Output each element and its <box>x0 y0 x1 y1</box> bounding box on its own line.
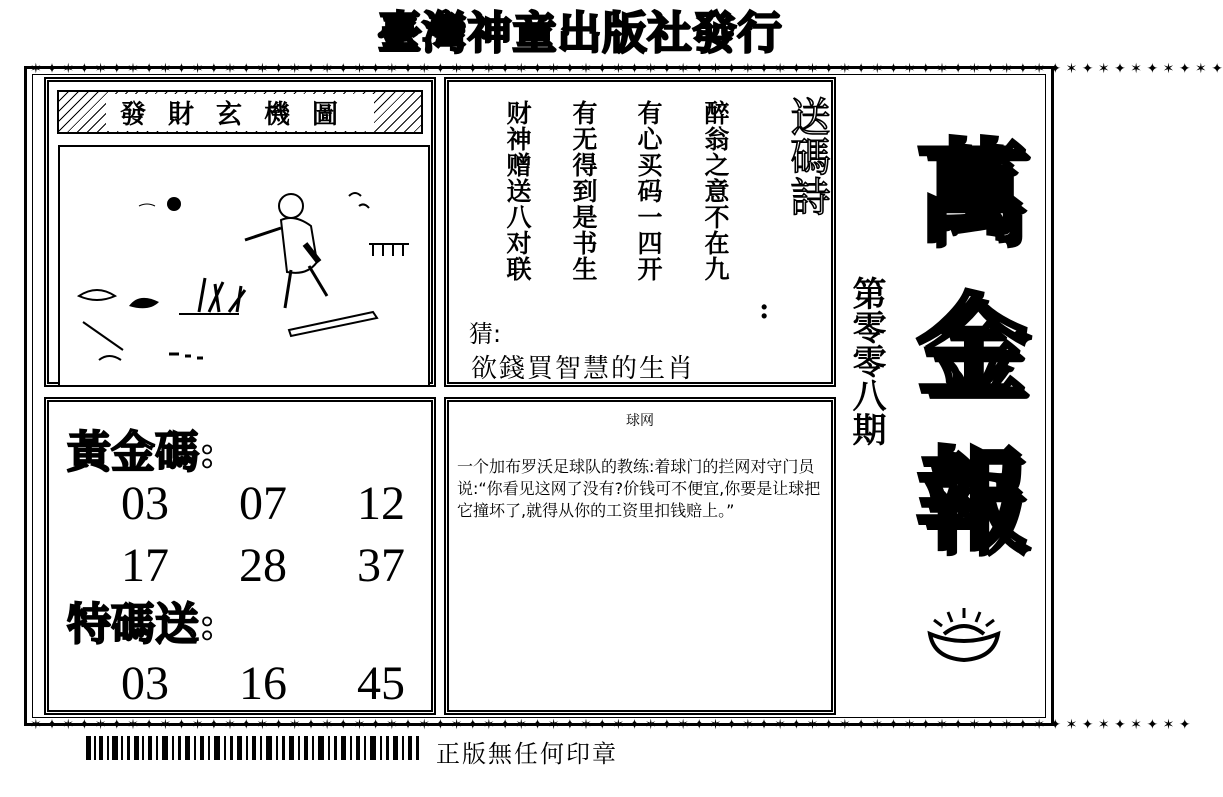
poem-line-4: 财神赠送八对联 <box>503 100 532 282</box>
gold-code-label: 黃金碼: <box>67 427 216 478</box>
special-number: 45 <box>357 657 405 710</box>
barcode <box>86 736 420 760</box>
publisher-title: 臺灣神童出版社發行 <box>377 8 783 59</box>
fortune-illustration <box>59 146 429 386</box>
bottom-star-border: ✶ ✦ ✶ ✦ ✶ ✦ ✶ ✦ ✶ ✦ ✶ ✦ ✶ ✦ ✶ ✦ ✶ ✦ ✶ ✦ ✶ ✦ ✶ ✦ ✶ ✦ ✶ ✦ ✶ ✦ ✶ ✦ ✶ ✦ ✶ ✦ ✶ ✦ ✶ ✦ ✶ ✦ ✶ ✦ ✶ ✦ ✶ ✦ ✶ ✦ ✶ ✦ ✶ ✦ ✶ ✦ ✶ ✦ ✶ ✦ ✶ ✦ ✶ ✦ ✶ ✦ ✶ ✦ ✶ ✦ ✶ ✦ <box>30 717 1191 733</box>
authenticity-note: 正版無任何印章 <box>436 740 618 768</box>
special-number: 16 <box>239 657 287 710</box>
gold-number: 37 <box>357 539 405 592</box>
poem-title: 送碼詩 <box>784 96 830 216</box>
guess-label: 猜: <box>469 320 502 348</box>
gold-row-1 <box>113 476 413 531</box>
gold-row-2 <box>113 538 413 593</box>
poem-panel <box>444 77 836 387</box>
special-code-label: 特碼送: <box>67 599 216 650</box>
picture-panel <box>44 77 436 387</box>
special-number: 03 <box>121 657 169 710</box>
poem-line-1: 醉翁之意不在九 <box>701 100 730 282</box>
gold-number: 07 <box>239 477 287 530</box>
issue-number: 第零零八期 <box>846 276 886 446</box>
gold-number: 03 <box>121 477 169 530</box>
brand-char-3: 報 <box>917 436 1027 565</box>
story-panel <box>444 397 836 715</box>
brand-char-1: 萬 <box>917 128 1027 257</box>
poem-line-2: 有心买码一四开 <box>634 100 663 282</box>
gold-number: 12 <box>357 477 405 530</box>
numbers-panel <box>44 397 436 715</box>
story-title: 球网 <box>626 413 654 429</box>
gold-ingot-icon <box>924 604 1004 664</box>
top-star-border: ✶ ✦ ✶ ✦ ✶ ✦ ✶ ✦ ✶ ✦ ✶ ✦ ✶ ✦ ✶ ✦ ✶ ✦ ✶ ✦ ✶ ✦ ✶ ✦ ✶ ✦ ✶ ✦ ✶ ✦ ✶ ✦ ✶ ✦ ✶ ✦ ✶ ✦ ✶ ✦ ✶ ✦ ✶ ✦ ✶ ✦ ✶ ✦ ✶ ✦ ✶ ✦ ✶ ✦ ✶ ✦ ✶ ✦ ✶ ✦ ✶ ✦ ✶ ✦ ✶ ✦ ✶ ✦ ✶ ✦ ✶ ✦ ✶ ✦ <box>30 61 1223 77</box>
poem-line-3: 有无得到是书生 <box>569 100 598 282</box>
brand-char-2: 金 <box>917 282 1027 411</box>
guess-text: 欲錢買智慧的生肖 <box>471 354 696 384</box>
poem-colon: : <box>759 292 770 325</box>
gold-number: 17 <box>121 539 169 592</box>
picture-title-bar <box>57 90 423 134</box>
story-text: 一个加布罗沃足球队的教练:着球门的拦网对守门员说:“你看见这网了没有?价钱可不便宜,你要是让球把它撞坏了,就得从你的工资里扣钱赔上。” <box>457 457 821 520</box>
picture-title: 發財玄機圖 <box>106 94 374 131</box>
special-row <box>113 656 413 711</box>
gold-number: 28 <box>239 539 287 592</box>
